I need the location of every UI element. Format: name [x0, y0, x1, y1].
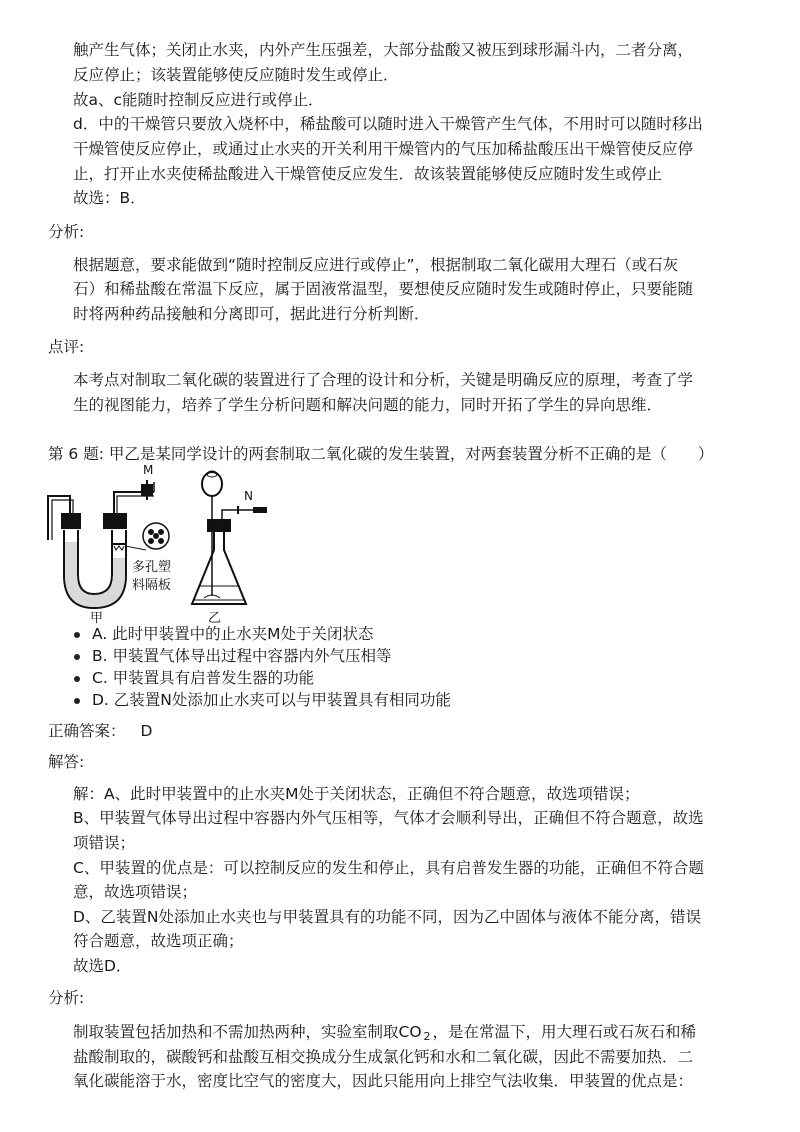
analysis-line: 氧化碳能溶于水，密度比空气的密度大，因此只能用向上排空气法收集．甲装置的优点是： [73, 1072, 694, 1090]
solution-line: D、乙装置N处添加止水夹也与甲装置具有的功能不同，因为乙中固体与液体不能分离，错误 [73, 908, 702, 926]
option-c[interactable]: C. 甲装置具有启普发生器的功能 [92, 669, 315, 687]
caption-jia: 甲 [90, 611, 104, 625]
solution-line: C、甲装置的优点是：可以控制反应的发生和停止，具有启普发生器的功能，正确但不符合题 [73, 859, 704, 877]
answer-label: 正确答案： [48, 722, 126, 740]
solution-line: 故选D． [73, 957, 132, 975]
solution-line: B、甲装置气体导出过程中容器内外气压相等，气体才会顺利导出，正确但不符合题意，故选 [73, 809, 704, 827]
option-a[interactable]: A. 此时甲装置中的止水夹M处于关闭状态 [92, 625, 374, 643]
question-title: 第 6 题: 甲乙是某同学设计的两套制取二氧化碳的发生装置，对两套装置分析不正确的是（ ） [48, 445, 714, 463]
prev-solution-line: 故选：B． [73, 189, 146, 207]
prev-comment-line: 本考点对制取二氧化碳的装置进行了合理的设计和分析，关键是明确反应的原理，考查了学 [73, 371, 694, 389]
caption-yi: 乙 [208, 611, 222, 625]
answer-value: D [140, 722, 153, 740]
option-bullet [74, 632, 80, 638]
label-n: N [244, 489, 253, 503]
subscript-2: 2 [423, 1030, 431, 1043]
prev-solution-line: 止，打开止水夹使稀盐酸进入干燥管使反应发生．故该装置能够使反应随时发生或停止 [73, 165, 663, 183]
answer-row [48, 719, 152, 743]
solution-label: 解答: [48, 753, 85, 771]
prev-solution-line: d．中的干燥管只要放入烧杯中，稀盐酸可以随时进入干燥管产生气体，不用时可以随时移出 [73, 115, 703, 133]
solution-line: 项错误； [73, 834, 136, 852]
option-b[interactable]: B. 甲装置气体导出过程中容器内外气压相等 [92, 647, 392, 665]
option-bullet [74, 654, 80, 660]
analysis-line-text: ，是在常温下，用大理石或石灰石和稀 [432, 1023, 697, 1041]
option-bullet [74, 676, 80, 682]
option-d[interactable]: D. 乙装置N处添加止水夹可以与甲装置具有相同功能 [92, 691, 451, 709]
prev-solution-line: 触产生气体；关闭止水夹，内外产生压强差，大部分盐酸又被压到球形漏斗内，二者分离， [73, 41, 694, 59]
prev-solution-line: 干燥管使反应停止，或通过止水夹的开关利用干燥管内的气压加稀盐酸压出干燥管使反应停 [73, 140, 694, 158]
label-m: M [143, 463, 154, 477]
prev-analysis-label: 分析: [48, 223, 85, 241]
plate-label-line1: 多孔塑 [132, 560, 172, 575]
prev-solution-line: 反应停止；该装置能够使反应随时发生或停止． [73, 66, 399, 84]
solution-line: 解：A、此时甲装置中的止水夹M处于关闭状态，正确但不符合题意，故选项错误； [73, 785, 640, 803]
option-bullet [74, 698, 80, 704]
solution-line: 符合题意，故选项正确； [73, 932, 244, 950]
prev-analysis-line: 石）和稀盐酸在常温下反应，属于固液常温型，要想使反应随时发生或随时停止，只要能随 [73, 280, 694, 298]
analysis-label: 分析: [48, 989, 85, 1007]
prev-solution-line: 故a、c能随时控制反应进行或停止． [73, 91, 324, 109]
solution-line: 意，故选项错误； [73, 883, 198, 901]
analysis-line: 盐酸制取的，碳酸钙和盐酸互相交换成分生成氯化钙和水和二氧化碳，因此不需要加热．二 [73, 1048, 694, 1066]
prev-comment-line: 生的视图能力，培养了学生分析问题和解决问题的能力，同时开拓了学生的异向思维． [73, 396, 663, 414]
apparatus-figure [42, 460, 282, 625]
prev-analysis-line: 根据题意，要求能做到“随时控制反应进行或停止”，根据制取二氧化碳用大理石（或石灰 [73, 256, 679, 274]
prev-analysis-line: 时将两种药品接触和分离即可，据此进行分析判断． [73, 305, 430, 323]
analysis-line-text: 制取装置包括加热和不需加热两种，实验室制取CO [73, 1023, 422, 1041]
plate-label-line2: 料隔板 [132, 578, 172, 593]
prev-comment-label: 点评: [48, 338, 85, 356]
apparatus-yi [192, 471, 266, 604]
